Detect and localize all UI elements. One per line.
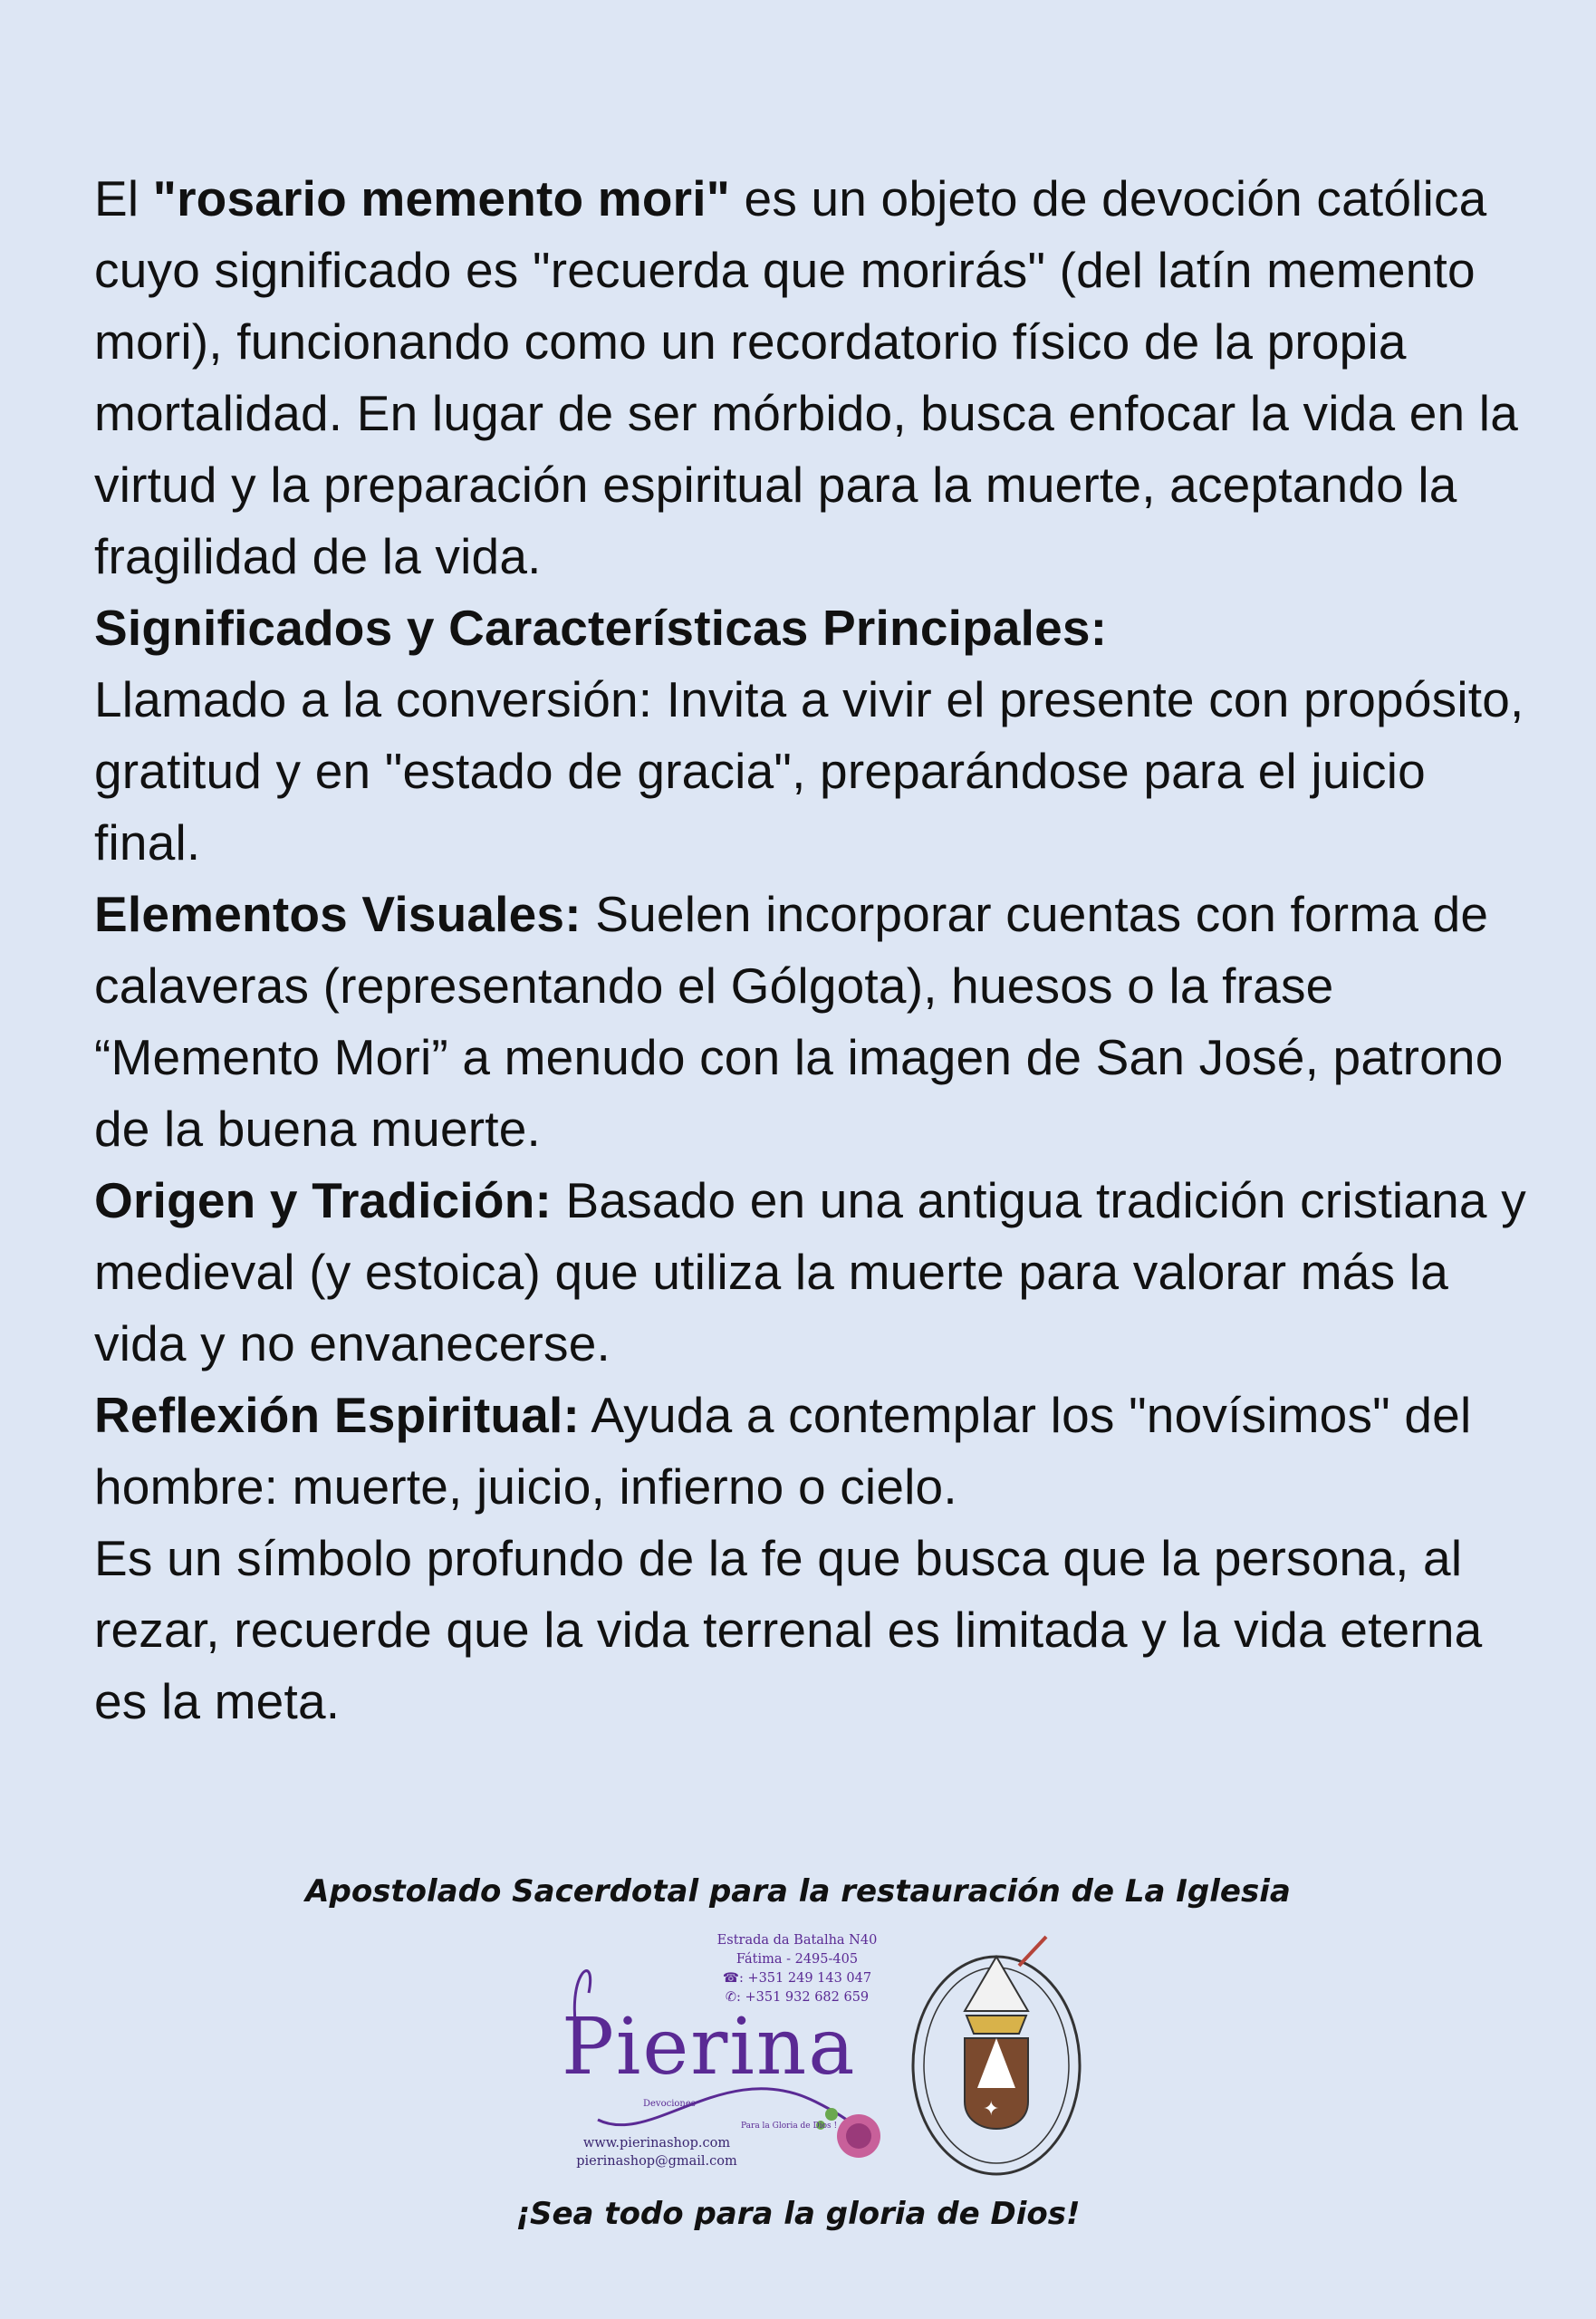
item-reflection [94, 1380, 1543, 1523]
section-heading [94, 592, 1543, 664]
intro-paragraph [94, 163, 1543, 592]
intro-text: es un objeto de devoción católica cuyo significado es "recuerda que morirás" (del latín memento mori), funcionando como un recordatorio físico de la propia mortalidad. En lugar de ser mórbido, busca enfocar la vida en la virtud y la preparación espiritual para la muerte, aceptando la fragilidad de la vida. [94, 170, 1519, 584]
apostolado-caption: Apostolado Sacerdotal para la restauración de La Iglesia [305, 1873, 1291, 1910]
item-conversion [94, 664, 1543, 879]
website-link[interactable]: www.pierinashop.com [582, 2136, 731, 2151]
item-visual-label: Elementos Visuales: [94, 886, 582, 942]
svg-text:✦: ✦ [983, 2098, 1000, 2121]
logo-wordmark: Pierina [562, 2002, 857, 2093]
address-line-2: Fátima - 2495-405 [736, 1952, 859, 1967]
motto-caption: ¡Sea todo para la gloria de Dios! [515, 2196, 1081, 2232]
item-origin-text: Basado en una antigua tradición cristiana y medieval (y estoica) que utiliza la muerte para valorar más la vida y no envanecerse. [94, 1172, 1526, 1371]
item-visual [94, 879, 1543, 1165]
logo-subtitle: Devociones [643, 2099, 696, 2109]
item-reflection-text: Ayuda a contemplar los "novísimos" del hombre: muerte, juicio, infierno o cielo. [94, 1387, 1472, 1515]
document-body [94, 163, 1543, 1737]
address-line-1: Estrada da Batalha N40 [716, 1933, 878, 1948]
item-reflection-label: Reflexión Espiritual: [94, 1387, 580, 1443]
closing-paragraph: Es un símbolo profundo de la fe que busca que la persona, al rezar, recuerde que la vida terrenal es limitada y la vida eterna es la meta. [94, 1530, 1483, 1729]
item-origin [94, 1165, 1543, 1380]
carmelite-seal-icon [901, 1929, 1091, 2183]
item-conversion-text: Llamado a la conversión: Invita a vivir el presente con propósito, gratitud y en "estado de gracia", preparándose para el juicio final. [94, 671, 1524, 871]
phone-line-2: ✆: +351 932 682 659 [725, 1990, 870, 2005]
item-visual-text: Suelen incorporar cuentas con forma de calaveras (representando el Gólgota), huesos o la frase “Memento Mori” a menudo con la imagen de San José, patrono de la buena muerte. [94, 886, 1504, 1157]
phone-icon: ☎ [722, 1971, 739, 1986]
mobile-icon: ✆ [725, 1990, 736, 2005]
email-link[interactable]: pierinashop@gmail.com [576, 2154, 737, 2169]
contact-block [697, 1931, 897, 2007]
phone-line-1: ☎: +351 249 143 047 [722, 1971, 872, 1986]
intro-pre: El [94, 170, 153, 226]
section-heading-text: Significados y Características Principales: [94, 600, 1108, 656]
pierina-logo [543, 1920, 924, 2192]
web-contact [543, 2134, 770, 2170]
logo-tagline: Para la Gloria de Dios ! [741, 2122, 838, 2131]
intro-term: "rosario memento mori" [152, 170, 731, 226]
item-origin-label: Origen y Tradición: [94, 1172, 553, 1228]
